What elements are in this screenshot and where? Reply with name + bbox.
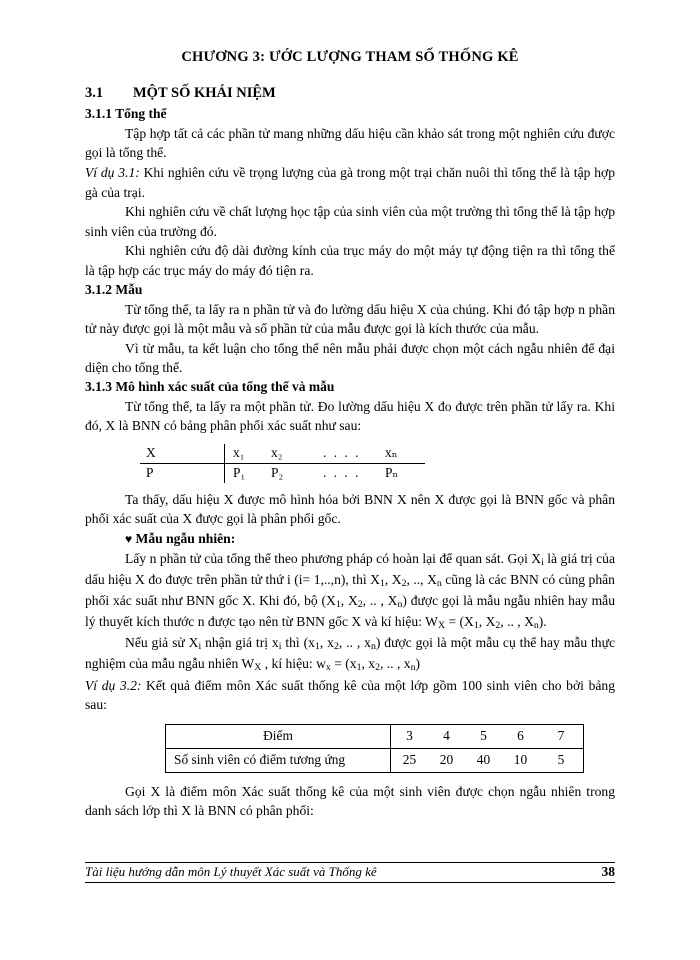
cs-sub-7: x (325, 662, 331, 674)
cs-text-c: thì (x (281, 635, 315, 651)
rs-text-b: là giá trị của dấu hiệu X đo được trên phần tử thứ i (i= 1,..,n), thì X (85, 550, 615, 587)
cs-text-j: , .. , x (379, 656, 411, 672)
score-value-1: 3 (391, 724, 429, 748)
rs-sub-7: n (397, 598, 403, 610)
section-title: MỘT SỐ KHÁI NIỆM (133, 85, 276, 102)
dist-p-value-n: Pₙ (385, 464, 399, 480)
rs-text-k: , .. , X (500, 613, 534, 629)
footer-row (85, 863, 615, 883)
score-value-2: 4 (428, 724, 465, 748)
dist-x-value-2: x₂ (271, 444, 283, 460)
rs-sub-5: 1 (335, 598, 341, 610)
rs-sub-4: n (436, 577, 442, 589)
paragraph-example-3-2 (85, 676, 615, 715)
paragraph-mau-representative: Vì từ mẫu, ta kết luận cho tổng thể nên mẫu phải được chọn một cách ngẫu nhiên để đại diện cho tổng thể. (85, 340, 615, 376)
cs-sub-4: 2 (333, 641, 339, 653)
paragraph-random-sample-definition (85, 549, 615, 633)
footer-text: Tài liệu hướng dẫn môn Lý thuyết Xác suất và Thống kê (85, 864, 377, 879)
cs-text-g: , kí hiệu: w (261, 656, 326, 672)
count-value-1: 25 (391, 748, 429, 772)
cs-text-b: nhận giá trị x (201, 635, 279, 651)
dist-p-ellipsis: . . . . (323, 464, 361, 480)
example-3-1-text: Khi nghiên cứu về trọng lượng của gà trong một trại chăn nuôi thì tổng thể là tập hợp gà của trại. (85, 165, 615, 200)
cs-text-f: ) được gọi là một mẫu cụ thể hay mẫu thực nghiệm của mẫu ngẫu nhiên W (85, 635, 615, 672)
cs-sub-3: 1 (314, 641, 320, 653)
rs-sub-6: 2 (357, 598, 363, 610)
score-table-wrapper (85, 724, 615, 773)
rs-text-c: , X (384, 571, 402, 587)
cs-sub-5: n (370, 641, 376, 653)
rs-text-i: = (X (445, 613, 474, 629)
table-row (140, 444, 425, 464)
rs-text-j: , X (478, 613, 496, 629)
count-value-5: 5 (539, 748, 584, 772)
count-row-label: Số sinh viên có điểm tương ứng (166, 748, 391, 772)
score-distribution-table (165, 724, 584, 773)
rs-sub-10: 2 (495, 619, 501, 631)
count-value-4: 10 (502, 748, 539, 772)
page-number: 38 (601, 864, 615, 879)
paragraph-closing: Gọi X là điểm môn Xác suất thống kê của một sinh viên được chọn ngẫu nhiên trong danh sách lớp thì X là BNN có phân phối: (85, 783, 615, 818)
bullet-mau-ngau-nhien (85, 529, 615, 548)
cs-sub-8: 1 (356, 662, 362, 674)
page-footer (85, 862, 615, 883)
rs-text-h: ) được gọi là mẫu ngẫu nhiên hay mẫu lý thuyết kích thước n được tạo nên từ BNN gốc X và kí hiệu: W (85, 592, 616, 629)
dist-x-ellipsis: . . . . (323, 444, 361, 460)
example-3-2-text: Kết quả điểm môn Xác suất thống kê của một lớp gồm 100 sinh viên cho bởi bảng sau: (85, 677, 615, 713)
cs-sub-1: i (198, 641, 202, 653)
heart-icon: ♥ (125, 531, 133, 546)
cs-text-h: = (x (330, 656, 357, 672)
rs-text-d: , .., X (406, 571, 437, 587)
cs-sub-10: n (410, 662, 416, 674)
section-number: 3.1 (85, 85, 104, 102)
dist-p-value-2: P₂ (271, 464, 284, 480)
bullet-label: Mẫu ngẫu nhiên: (135, 530, 236, 546)
dist-row-x-values (225, 444, 426, 464)
paragraph-bnn-goc: Ta thấy, dấu hiệu X được mô hình hóa bởi BNN X nên X được gọi là BNN gốc và phân phối xác suất của X được gọi là phân phối gốc. (85, 491, 615, 527)
dist-x-value-1: x₁ (233, 444, 245, 460)
rs-text-f: , X (340, 592, 358, 608)
dist-row-x-label: X (140, 444, 225, 464)
dist-p-value-1: P₁ (233, 464, 246, 480)
table-row (166, 724, 584, 748)
cs-text-i: , x (361, 656, 376, 672)
rs-text-l: ). (538, 613, 547, 629)
paragraph-mo-hinh-intro: Từ tổng thể, ta lấy ra một phần tử. Đo lường dấu hiệu X đo được trên phần tử lấy ra. Khi đó, X là BNN có bảng phân phối xác suất như sau: (85, 399, 615, 434)
rs-sub-11: n (533, 619, 539, 631)
example-3-1-label: Ví dụ 3.1: (85, 165, 140, 181)
rs-sub-2: 1 (379, 577, 385, 589)
cs-text-k: ) (415, 656, 420, 672)
cs-sub-9: 2 (375, 662, 380, 674)
rs-sub-3: 2 (401, 577, 407, 589)
table-row (140, 463, 425, 483)
paragraph-tong-the-example-3: Khi nghiên cứu độ dài đường kính của trục máy do một máy tự động tiện ra thì tổng thể là tập hợp các trục máy do máy đó tiện ra. (85, 243, 615, 278)
probability-distribution-table (140, 444, 425, 483)
table-row (166, 748, 584, 772)
page-content (85, 48, 615, 821)
section-heading-3-1 (85, 84, 615, 103)
dist-x-value-n: xₙ (385, 444, 398, 460)
count-value-2: 20 (428, 748, 465, 772)
cs-text-e: , .. , x (338, 635, 371, 651)
distribution-table-wrapper (85, 444, 615, 483)
cs-sub-6: X (254, 662, 262, 674)
example-3-2-label: Ví dụ 3.2: (85, 677, 142, 693)
dist-row-p-values (225, 463, 426, 483)
paragraph-tong-the-definition: Tập hợp tất cả các phần tử mang những dấu hiệu cần khảo sát trong một nghiên cứu được gọi là tổng thể. (85, 126, 615, 161)
paragraph-example-3-1 (85, 163, 615, 202)
cs-sub-2: i (278, 641, 282, 653)
chapter-title: CHƯƠNG 3: ƯỚC LƯỢNG THAM SỐ THỐNG KÊ (181, 49, 519, 65)
rs-sub-8: X (437, 619, 446, 631)
cs-text-d: , x (319, 635, 334, 651)
subsection-heading-3-1-2: 3.1.2 Mẫu (85, 281, 143, 297)
rs-text-g: , .. , X (362, 592, 398, 608)
paragraph-mau-definition: Từ tổng thể, ta lấy ra n phần tử và đo lường dấu hiệu X của chúng. Khi đó tập hợp n phần tử này được gọi là một mẫu và số phần tử của mẫu được gọi là kích thước của mẫu. (85, 301, 615, 337)
rs-text-e: cũng là các BNN có cùng phân phối xác suất như BNN gốc X. Khi đó, bộ (X (85, 571, 615, 608)
subsection-heading-3-1-1: 3.1.1 Tổng thể (85, 105, 167, 121)
score-value-5: 7 (539, 724, 584, 748)
subsection-heading-3-1-3: 3.1.3 Mô hình xác suất của tổng thể và mẫu (85, 378, 335, 394)
count-value-3: 40 (465, 748, 502, 772)
dist-row-p-label: P (146, 464, 154, 480)
rs-sub-9: 1 (473, 619, 479, 631)
score-value-4: 6 (502, 724, 539, 748)
paragraph-tong-the-example-2: Khi nghiên cứu về chất lượng học tập của sinh viên của một trường thì tổng thể là tập hợp sinh viên của trường đó. (85, 204, 615, 239)
cs-text-a: Nếu giả sử X (125, 635, 199, 651)
paragraph-concrete-sample (85, 633, 615, 675)
score-value-3: 5 (465, 724, 502, 748)
score-row-label: Điểm (166, 724, 391, 748)
rs-sub-1: i (541, 556, 544, 568)
rs-text-a: Lấy n phần tử của tổng thể theo phương pháp có hoàn lại để quan sát. Gọi X (125, 550, 542, 566)
